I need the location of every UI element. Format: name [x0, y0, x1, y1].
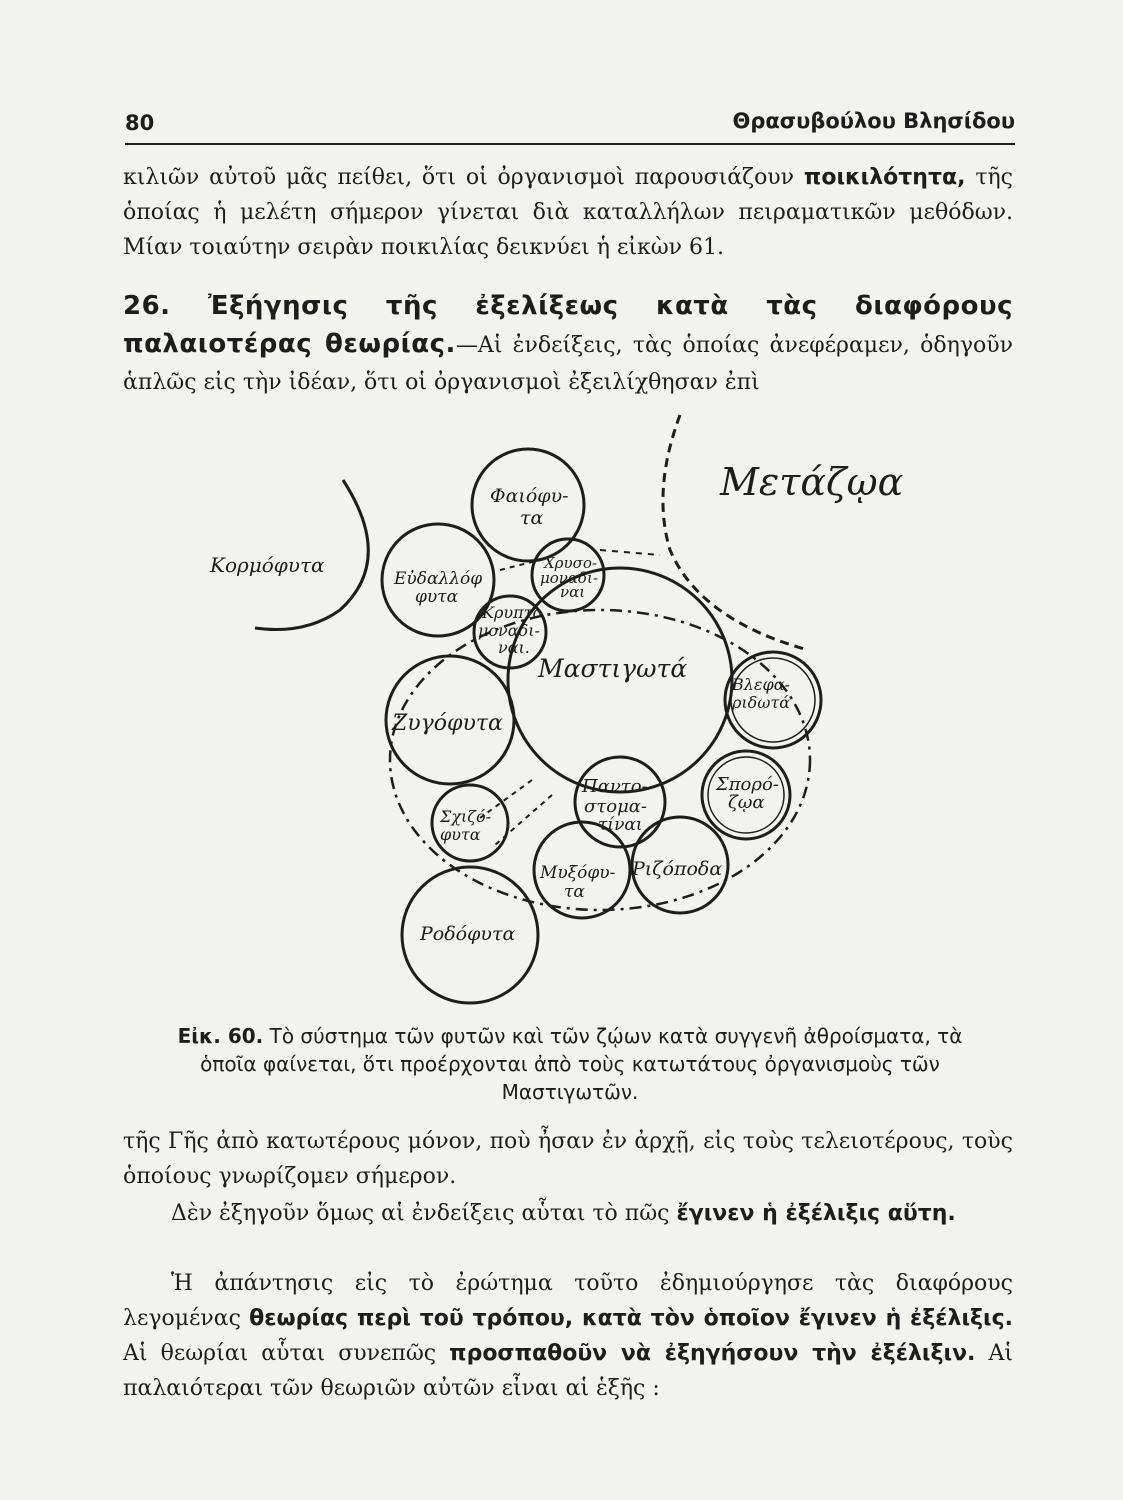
body-p3-text-3: Αἱ παλαιότεραι τῶν θεωριῶν αὐτῶν εἶναι αἱ ἑξῆς :: [123, 1341, 1013, 1401]
mastigota-label: Μαστιγωτά: [538, 654, 688, 683]
metazoa-boundary: [663, 415, 808, 650]
phaiophyta-label-1: Φαιόφυ-: [490, 485, 569, 507]
body-paragraph-2: [123, 1196, 1013, 1231]
eudallophyta-label-1: Εὐδαλλόφ: [394, 569, 483, 589]
body-p3-bold-2: προσπαθοῦν νὰ ἐξηγήσουν τὴν ἐξέλιξιν.: [449, 1341, 976, 1366]
section-paragraph: [123, 288, 1013, 401]
taxonomy-diagram: [180, 400, 940, 1020]
section-text: —Αἱ ἐνδείξεις, τὰς ὁποίας ἀνεφέραμεν, ὁδηγοῦν ἁπλῶς εἰς τὴν ἰδέαν, ὅτι οἱ ὀργανισμοὶ ἐξειλίχθησαν ἐπὶ: [123, 333, 1013, 395]
pantostomatinae-label-3: τίναι: [598, 815, 643, 835]
page-header: [125, 103, 1015, 145]
pantostomatinae-label-1: Παντο-: [582, 776, 648, 797]
section-heading: 26. Ἐξήγησις τῆς ἐξελίξεως κατὰ τὰς διαφόρους παλαιοτέρας θεωρίας.: [123, 291, 1013, 359]
kormophyta-label: Κορμόφυτα: [210, 553, 325, 577]
body-p3-text-1: Ἡ ἀπάντησις εἰς τὸ ἐρώτημα τοῦτο ἐδημιούργησε τὰς διαφόρους λεγομένας: [123, 1271, 1013, 1331]
pantostomatinae-label-2: στομα-: [584, 796, 648, 817]
zygophyta-label: Ζυγόφυτα: [392, 711, 503, 736]
cryptomonadinae-label-2: μοναδι-: [478, 621, 540, 640]
body-p3-text-2: Αἱ θεωρίαι αὗται συνεπῶς: [123, 1341, 450, 1366]
running-head: Θρασυβούλου Βλησίδου: [732, 109, 1015, 133]
connector-line: [600, 550, 660, 555]
sporozoa-label-2: ζῳα: [728, 792, 765, 813]
body-paragraph-3: [123, 1266, 1013, 1406]
body-p1-text: τῆς Γῆς ἀπὸ κατωτέρους μόνον, ποὺ ἦσαν ἐν ἀρχῇ, εἰς τοὺς τελειοτέρους, τοὺς ὁποίους γνωρίζομεν σήμερον.: [123, 1129, 1013, 1189]
caption-label: Εἰκ. 60.: [177, 1024, 264, 1048]
blepharidota-label-2: ριδωτά: [732, 693, 791, 712]
schizophyta-label-1: Σχιζό-: [440, 807, 491, 826]
metazoa-label: Μετάζῳα: [720, 460, 904, 504]
eudallophyta-label-2: φυτα: [415, 587, 459, 607]
caption-text: Τὸ σύστημα τῶν φυτῶν καὶ τῶν ζῴων κατὰ συγγενῆ ἀθροίσματα, τὰ ὁποῖα φαίνεται, ὅτι προέρχονται ἀπὸ τοὺς κατωτάτους ὀργανισμοὺς τῶν Μαστιγωτῶν.: [200, 1024, 963, 1104]
page-number: 80: [125, 111, 155, 135]
body-p3-bold-1: θεωρίας περὶ τοῦ τρόπου, κατὰ τὸν ὁποῖον ἔγινεν ἡ ἐξέλιξις.: [249, 1306, 1013, 1331]
blepharidota-label-1: Βλεφα-: [732, 675, 790, 694]
sporozoa-label-1: Σπορό-: [716, 774, 779, 795]
rhizopoda-label: Ριζόποδα: [632, 858, 723, 880]
rhodophyta-label: Ροδόφυτα: [420, 923, 516, 945]
body-paragraph-1: [123, 1124, 1013, 1194]
cryptomonadinae-label-3: ναι.: [498, 638, 530, 657]
schizophyta-label-2: φυτα: [440, 825, 481, 844]
chrysomonadinae-label-3: ναι: [560, 583, 586, 601]
intro-bold-term: ποικιλότητα,: [803, 165, 966, 190]
figure-caption: [165, 1022, 975, 1106]
myxophyta-label-1: Μυξόφυ-: [540, 863, 616, 883]
body-p2-bold: ἔγινεν ἡ ἐξέλιξις αὕτη.: [676, 1201, 956, 1226]
phaiophyta-label-2: τα: [520, 507, 544, 529]
intro-paragraph: [123, 160, 1013, 265]
chrysomonadinae-label-2: μοναδι-: [540, 569, 599, 587]
cryptomonadinae-label-1: Κρυπτο: [482, 603, 543, 622]
chrysomonadinae-label-1: Χρυσο-: [544, 554, 597, 572]
body-p2-text: Δὲν ἐξηγοῦν ὅμως αἱ ἐνδείξεις αὗται τὸ πῶς: [171, 1201, 677, 1226]
myxophyta-label-2: τα: [564, 882, 585, 902]
intro-text-2: τῆς ὁποίας ἡ μελέτη σήμερον γίνεται διὰ καταλλήλων πειραματικῶν μεθόδων. Μίαν τοιαύτην σειρὰν ποικιλίας δεικνύει ἡ εἰκὼν 61.: [123, 165, 1013, 260]
intro-text-1: κιλιῶν αὐτοῦ μᾶς πείθει, ὅτι οἱ ὀργανισμοὶ παρουσιάζουν: [123, 165, 804, 190]
